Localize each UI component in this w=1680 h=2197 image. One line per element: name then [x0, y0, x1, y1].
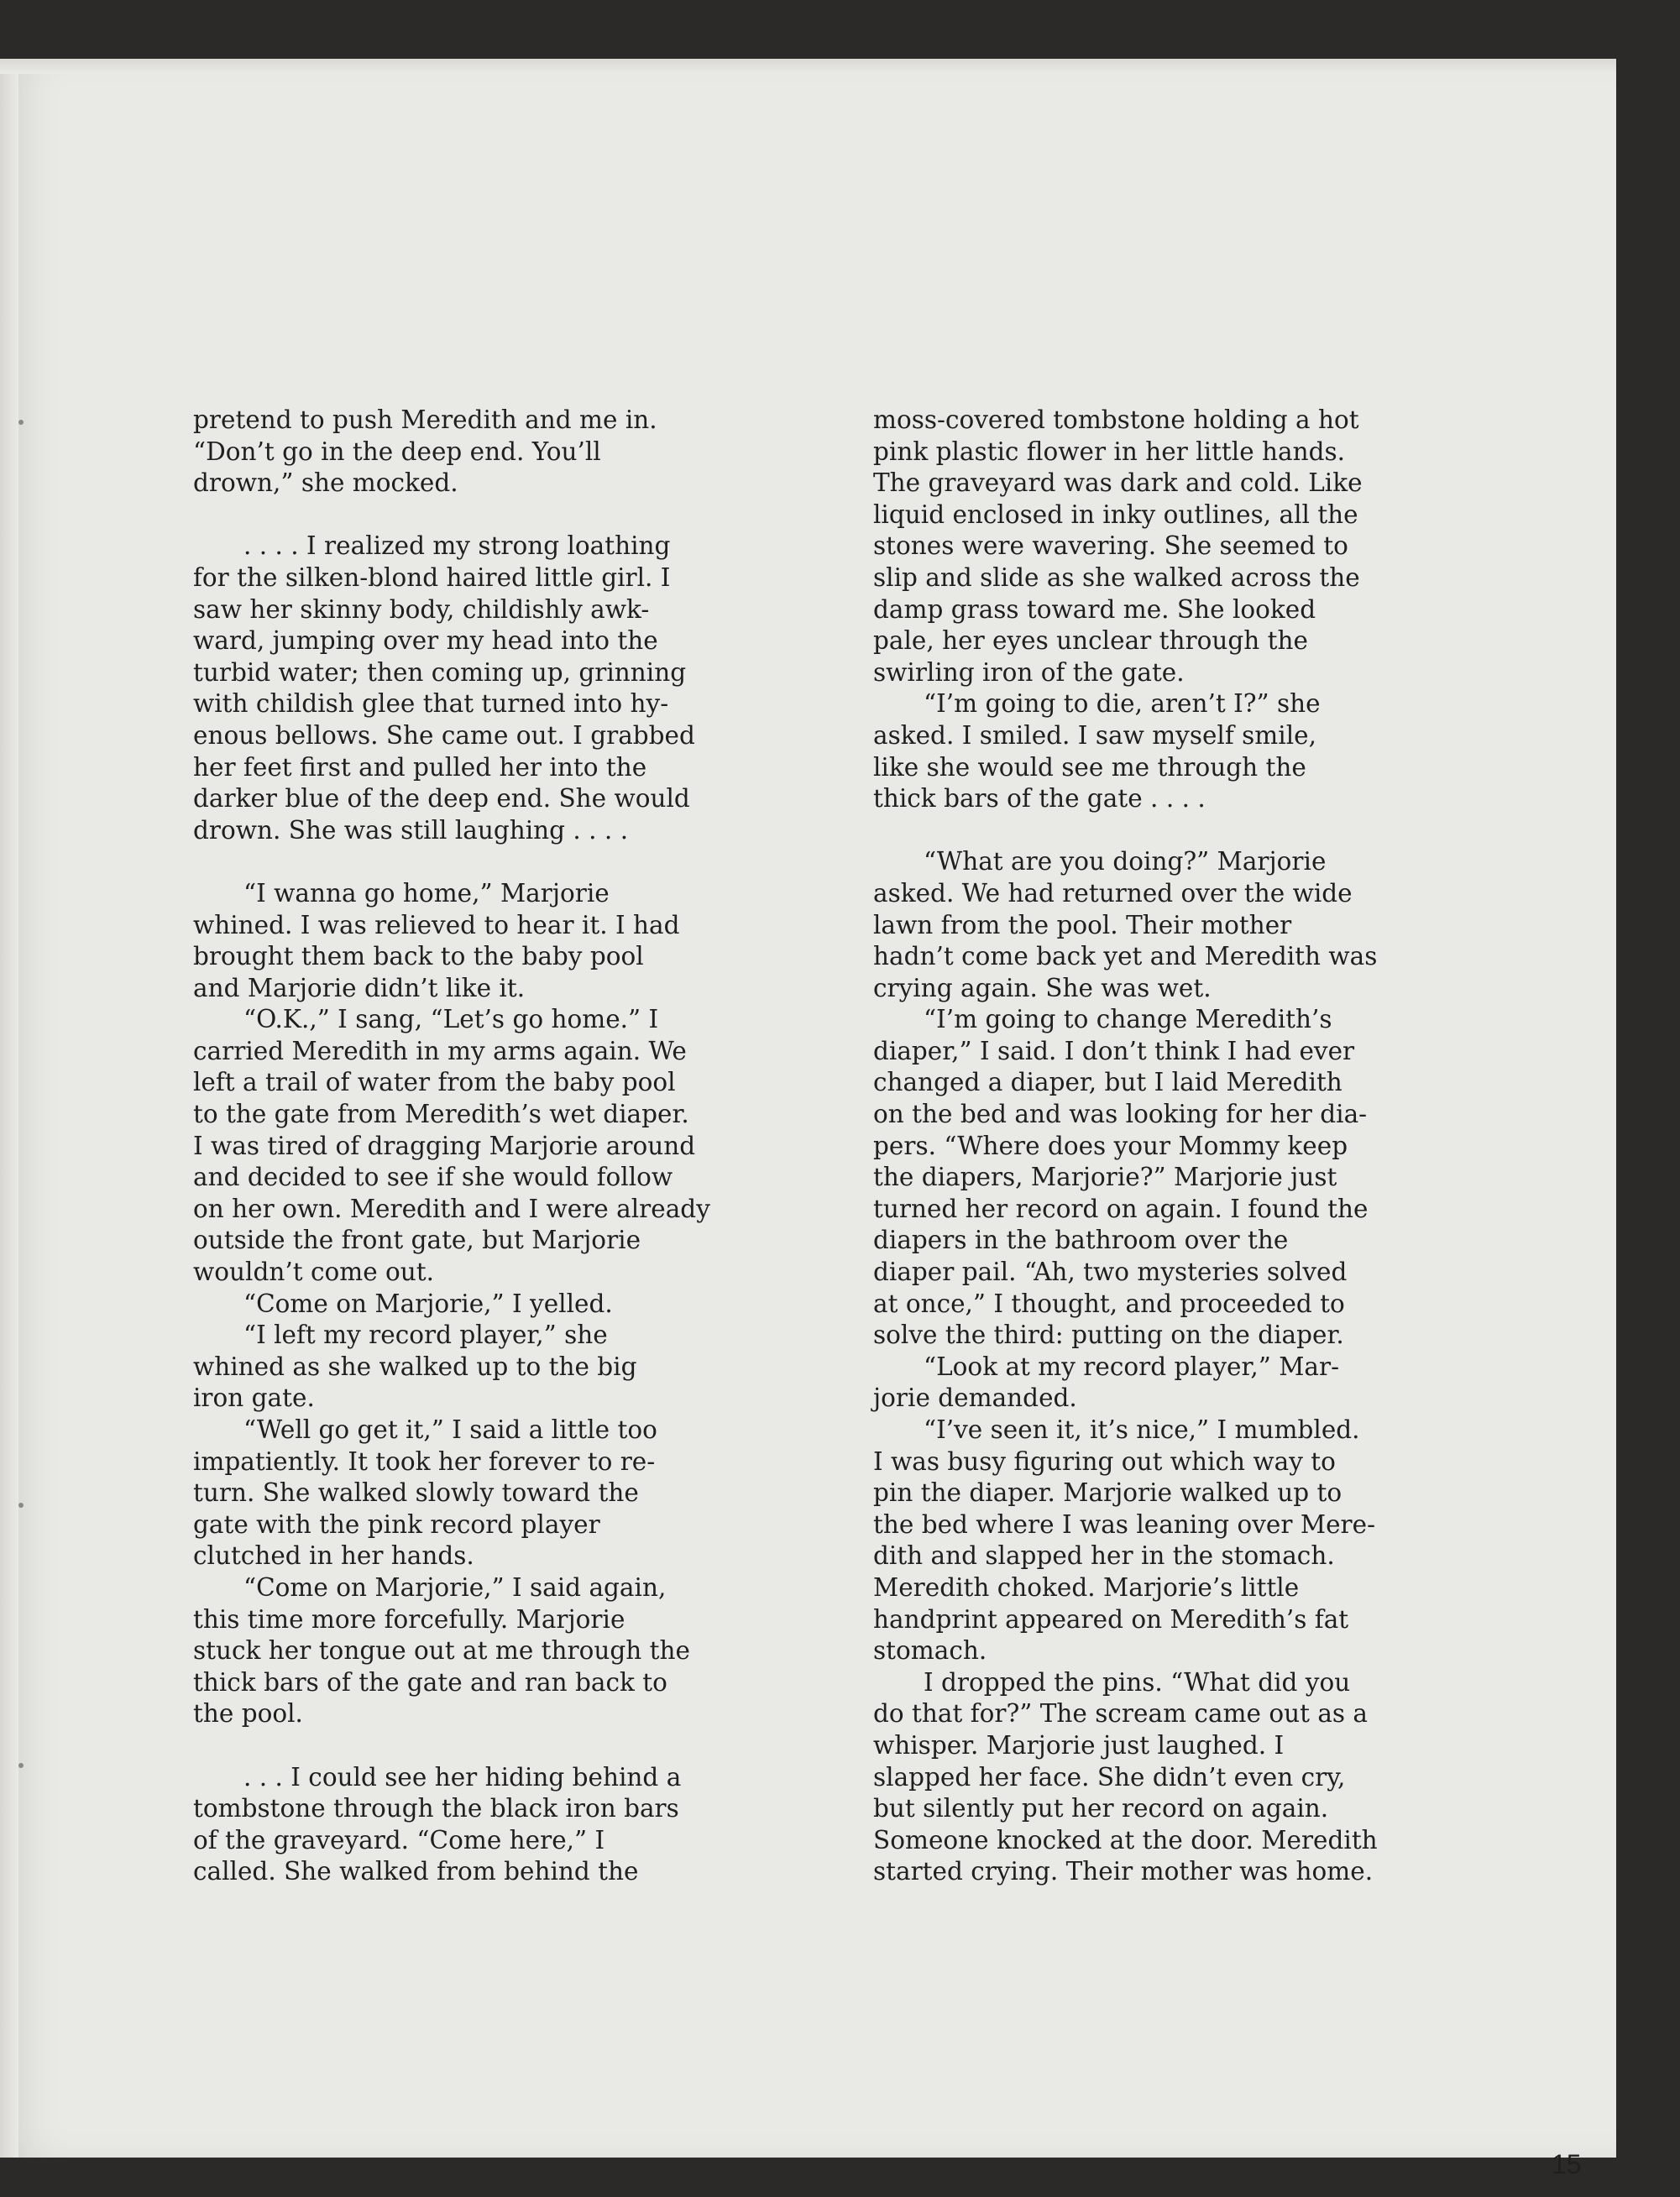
paragraph: “What are you doing?” Marjorie asked. We had returned over the wide lawn from the pool. Their mother hadn’t come back yet and Meredith was crying again. She was wet. — [873, 847, 1378, 1002]
paragraph: “Come on Marjorie,” I yelled. — [243, 1289, 613, 1318]
paragraph: “I’m going to die, aren’t I?” she asked. I smiled. I saw myself smile, like she would see me through the thick bars of the gate . . . . — [873, 689, 1321, 813]
paragraph: pretend to push Meredith and me in. “Don’t go in the deep end. You’ll drown,” she mocked. — [193, 405, 657, 498]
paragraph: “Well go get it,” I said a little too impatiently. It took her forever to re- turn. She walked slowly toward the gate with the pink record player clutched in her hands. — [193, 1415, 657, 1571]
paragraph: . . . . I realized my strong loathing for the silken-blond haired little girl. I saw her skinny body, childishly awk- ward, jumping over my head into the turbid water; then coming up, grinning with childish glee that turned into hy- enous bellows. She came out. I grabbed her feet first and pulled her into the darker blue of the deep end. She would drown. She was still laughing . . . . — [193, 531, 695, 845]
paragraph: “I wanna go home,” Marjorie whined. I was relieved to hear it. I had brought them back to the baby pool and Marjorie didn’t like it. — [193, 878, 680, 1002]
right-text-column — [873, 405, 1486, 1888]
binding-mark — [18, 1503, 24, 1508]
binding-mark — [18, 420, 24, 425]
paragraph: “Look at my record player,” Mar- jorie demanded. — [873, 1352, 1340, 1413]
left-text-column — [193, 405, 806, 1888]
binding-mark — [18, 1763, 24, 1768]
page-top-edge — [0, 59, 1616, 74]
paragraph: . . . I could see her hiding behind a tombstone through the black iron bars of the graveyard. “Come here,” I called. She walked from behind the — [193, 1762, 682, 1886]
page-number: 15 — [1552, 2149, 1582, 2179]
paragraph: moss-covered tombstone holding a hot pink plastic flower in her little hands. The graveyard was dark and cold. Like liquid enclosed in inky outlines, all the stones were wavering. She seemed to slip and slide as she walked across the damp grass toward me. She looked pale, her eyes unclear through the swirling iron of the gate. — [873, 405, 1363, 687]
paragraph: I dropped the pins. “What did you do that for?” The scream came out as a whisper. Marjorie just laughed. I slapped her face. She didn’t even cry, but silently put her record on again. Someone knocked at the door. Meredith started crying. Their mother was home. — [873, 1667, 1378, 1886]
paragraph: “I left my record player,” she whined as she walked up to the big iron gate. — [193, 1321, 637, 1413]
paragraph: “Come on Marjorie,” I said again, this time more forcefully. Marjorie stuck her tongue out at me through the thick bars of the gate and ran back to the pool. — [193, 1572, 690, 1729]
paragraph: “I’m going to change Meredith’s diaper,” I said. I don’t think I had ever changed a diaper, but I laid Meredith on the bed and was looking for her dia- pers. “Where does your Mommy keep the diapers, Marjorie?” Marjorie just turned her record on again. I found the diapers in the bathroom over the diaper pail. “Ah, two mysteries solved at once,” I thought, and proceeded to solve the third: putting on the diaper. — [873, 1005, 1369, 1350]
page-gutter — [0, 59, 18, 2158]
paragraph: “O.K.,” I sang, “Let’s go home.” I carried Meredith in my arms again. We left a trail of water from the baby pool to the gate from Meredith’s wet diaper. I was tired of dragging Marjorie around and decided to see if she would follow on her own. Meredith and I were already outside the front gate, but Marjorie wouldn’t come out. — [193, 1005, 710, 1287]
book-page — [0, 59, 1616, 2179]
paragraph: “I’ve seen it, it’s nice,” I mumbled. I was busy figuring out which way to pin the diaper. Marjorie walked up to the bed where I was leaning over Mere- dith and slapped her in the stomach. Meredith choked. Marjorie’s little handprint appeared on Meredith’s fat stomach. — [873, 1415, 1376, 1666]
